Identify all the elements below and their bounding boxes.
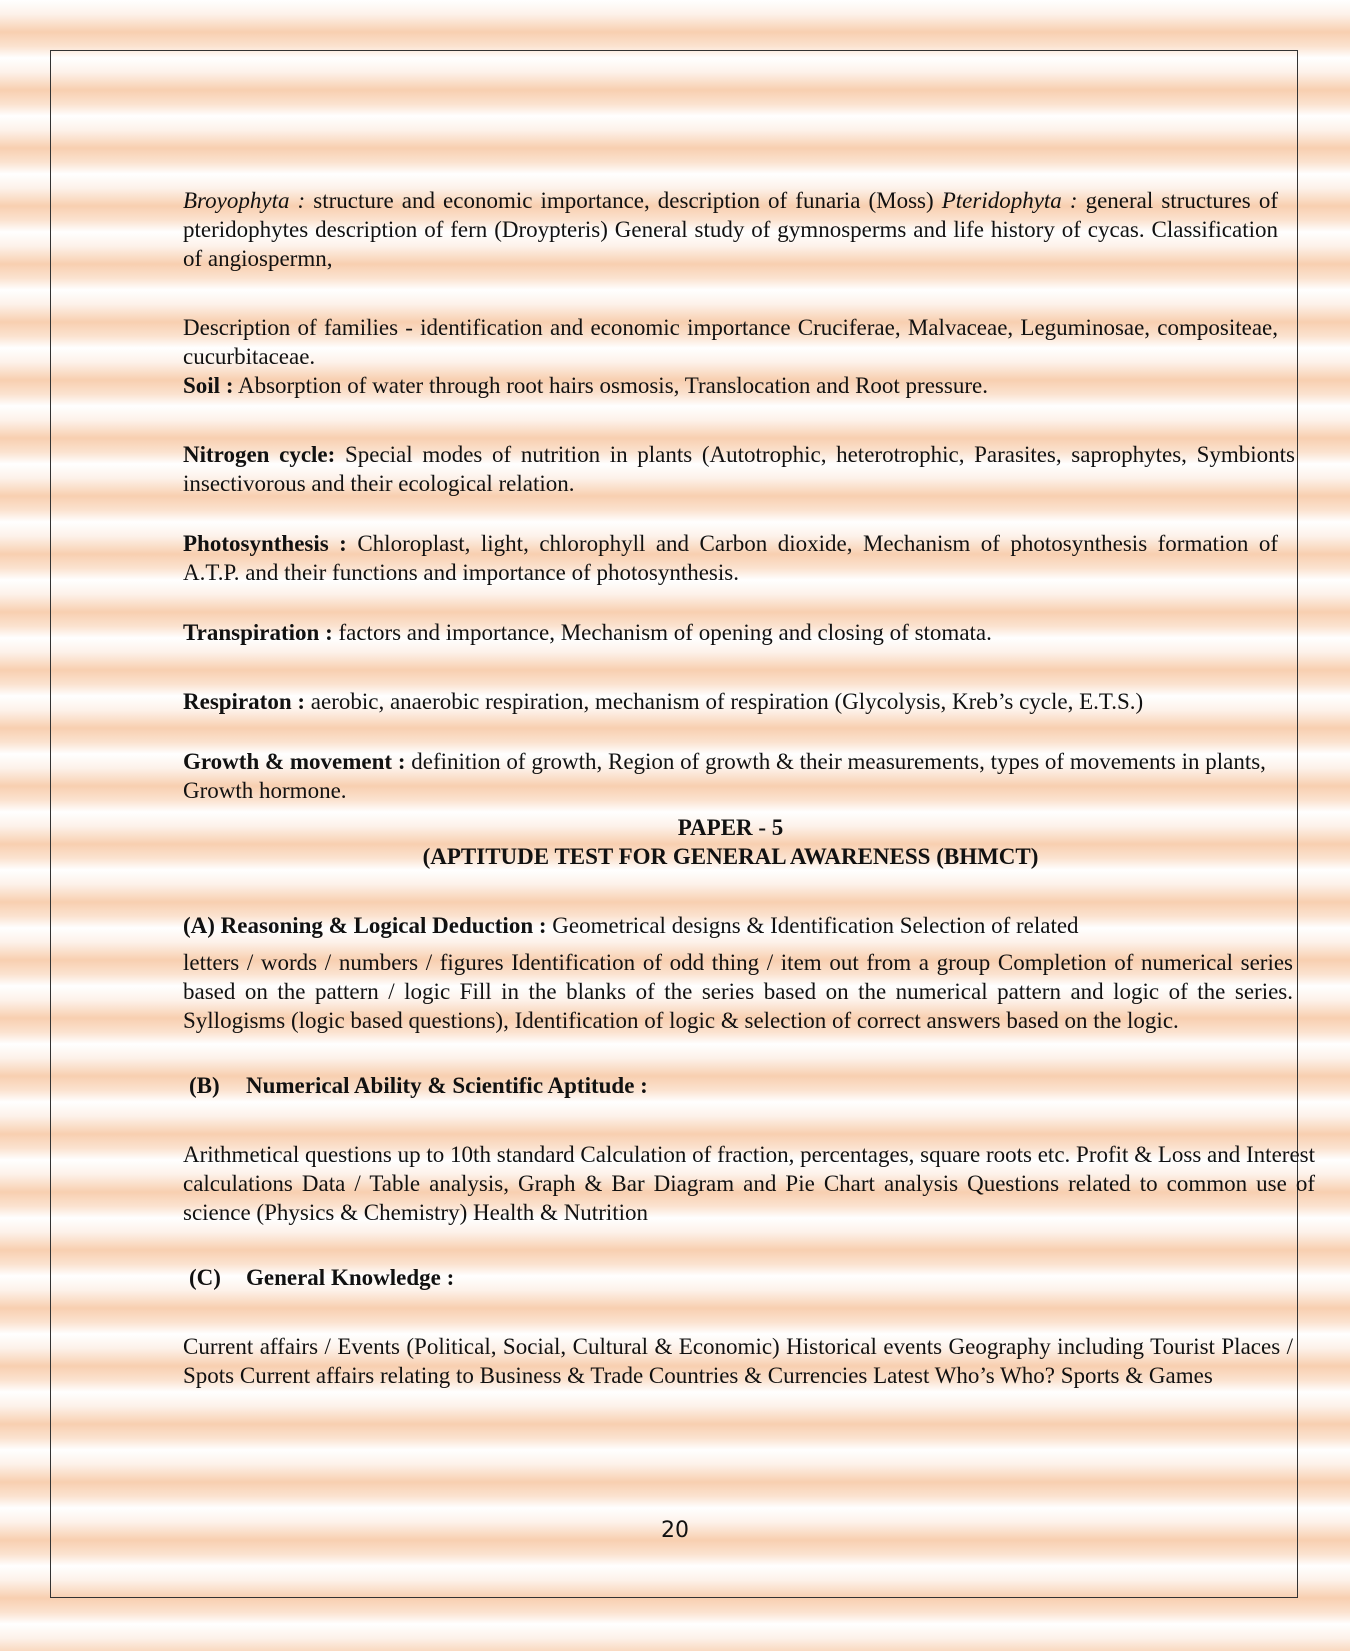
soil-text: Absorption of water through root hairs osmosis, Translocation and Root pressure. (233, 373, 988, 398)
nitrogen-paragraph (183, 440, 1295, 498)
growth-text: definition of growth, Region of growth & their measurements, types of movements in plants, Growth hormone. (183, 749, 1266, 803)
bryophyta-paragraph (183, 186, 1278, 273)
pteridophyta-term: Pteridophyta : (941, 188, 1078, 213)
respiration-term: Respiraton : (183, 689, 306, 714)
soil-paragraph (183, 371, 1278, 400)
section-a-intro-text: Geometrical designs & Identification Selection of related (546, 913, 1079, 938)
paper-subtitle: (APTITUDE TEST FOR GENERAL AWARENESS (BHMCT) (422, 844, 1039, 869)
transpiration-text: factors and importance, Mechanism of opening and closing of stomata. (332, 620, 992, 645)
transpiration-paragraph (183, 618, 1278, 647)
respiration-text: aerobic, anaerobic respiration, mechanism of respiration (Glycolysis, Kreb’s cycle, E.T.S.) (305, 689, 1144, 714)
section-c-paragraph: Current affairs / Events (Political, Social, Cultural & Economic) Historical events Geography including Tourist Places / Spots Current affairs relating to Business & Trade Countries & Currencies Latest Who’s Who? Sports & Games (183, 1334, 1293, 1388)
section-c-title: General Knowledge : (246, 1265, 455, 1290)
growth-term: Growth & movement : (183, 749, 406, 774)
photosynthesis-term: Photosynthesis : (183, 531, 347, 556)
photosynthesis-paragraph (183, 529, 1278, 587)
page-number: 20 (661, 1518, 689, 1543)
section-a-term: (A) Reasoning & Logical Deduction : (183, 913, 547, 938)
section-b-heading (183, 1071, 1278, 1100)
bryophyta-term: Broyophyta : (183, 188, 306, 213)
document-body (183, 186, 1315, 1390)
transpiration-term: Transpiration : (183, 620, 333, 645)
soil-term: Soil : (183, 373, 234, 398)
section-b-title: Numerical Ability & Scientific Aptitude : (246, 1073, 648, 1098)
photosynthesis-text: Chloroplast, light, chlorophyll and Carbon dioxide, Mechanism of photosynthesis formation of A.T.P. and their functions and importance of photosynthesis. (183, 531, 1278, 585)
section-c-heading (183, 1263, 1278, 1292)
section-b-paragraph: Arithmetical questions up to 10th standard Calculation of fraction, percentages, square roots etc. Profit & Loss and Interest calculations Data / Table analysis, Graph & Bar Diagram and Pie Chart analysis Questions related to common use of science (Physics & Chemistry) Health & Nutrition (183, 1142, 1315, 1225)
bryophyta-text: structure and economic importance, description of funaria (Moss) (305, 188, 942, 213)
section-b-label: (B) (189, 1073, 220, 1098)
section-a-intro (183, 911, 1278, 940)
section-c-label: (C) (189, 1265, 221, 1290)
respiration-paragraph (183, 687, 1278, 716)
families-paragraph: Description of families - identification and economic importance Cruciferae, Malvaceae, Leguminosae, compositeae, cucurbitaceae. (183, 315, 1278, 369)
nitrogen-term: Nitrogen cycle: (183, 442, 336, 467)
nitrogen-text: Special modes of nutrition in plants (Autotrophic, heterotrophic, Parasites, saprophytes, Symbionts insectivorous and their ecological relation. (183, 442, 1295, 496)
pteridophyta-text: general structures of pteridophytes description of fern (Droypteris) General study of gymnosperms and life history of cycas. Classification of angiospermn, (183, 188, 1278, 271)
paper-title: PAPER - 5 (677, 815, 784, 840)
section-a-paragraph: letters / words / numbers / figures Identification of odd thing / item out from a group Completion of numerical series based on the pattern / logic Fill in the blanks of the series based on the numerical pattern and logic of the series. Syllogisms (logic based questions), Identification of logic & selection of correct answers based on the logic. (183, 950, 1293, 1033)
growth-paragraph (183, 747, 1278, 805)
